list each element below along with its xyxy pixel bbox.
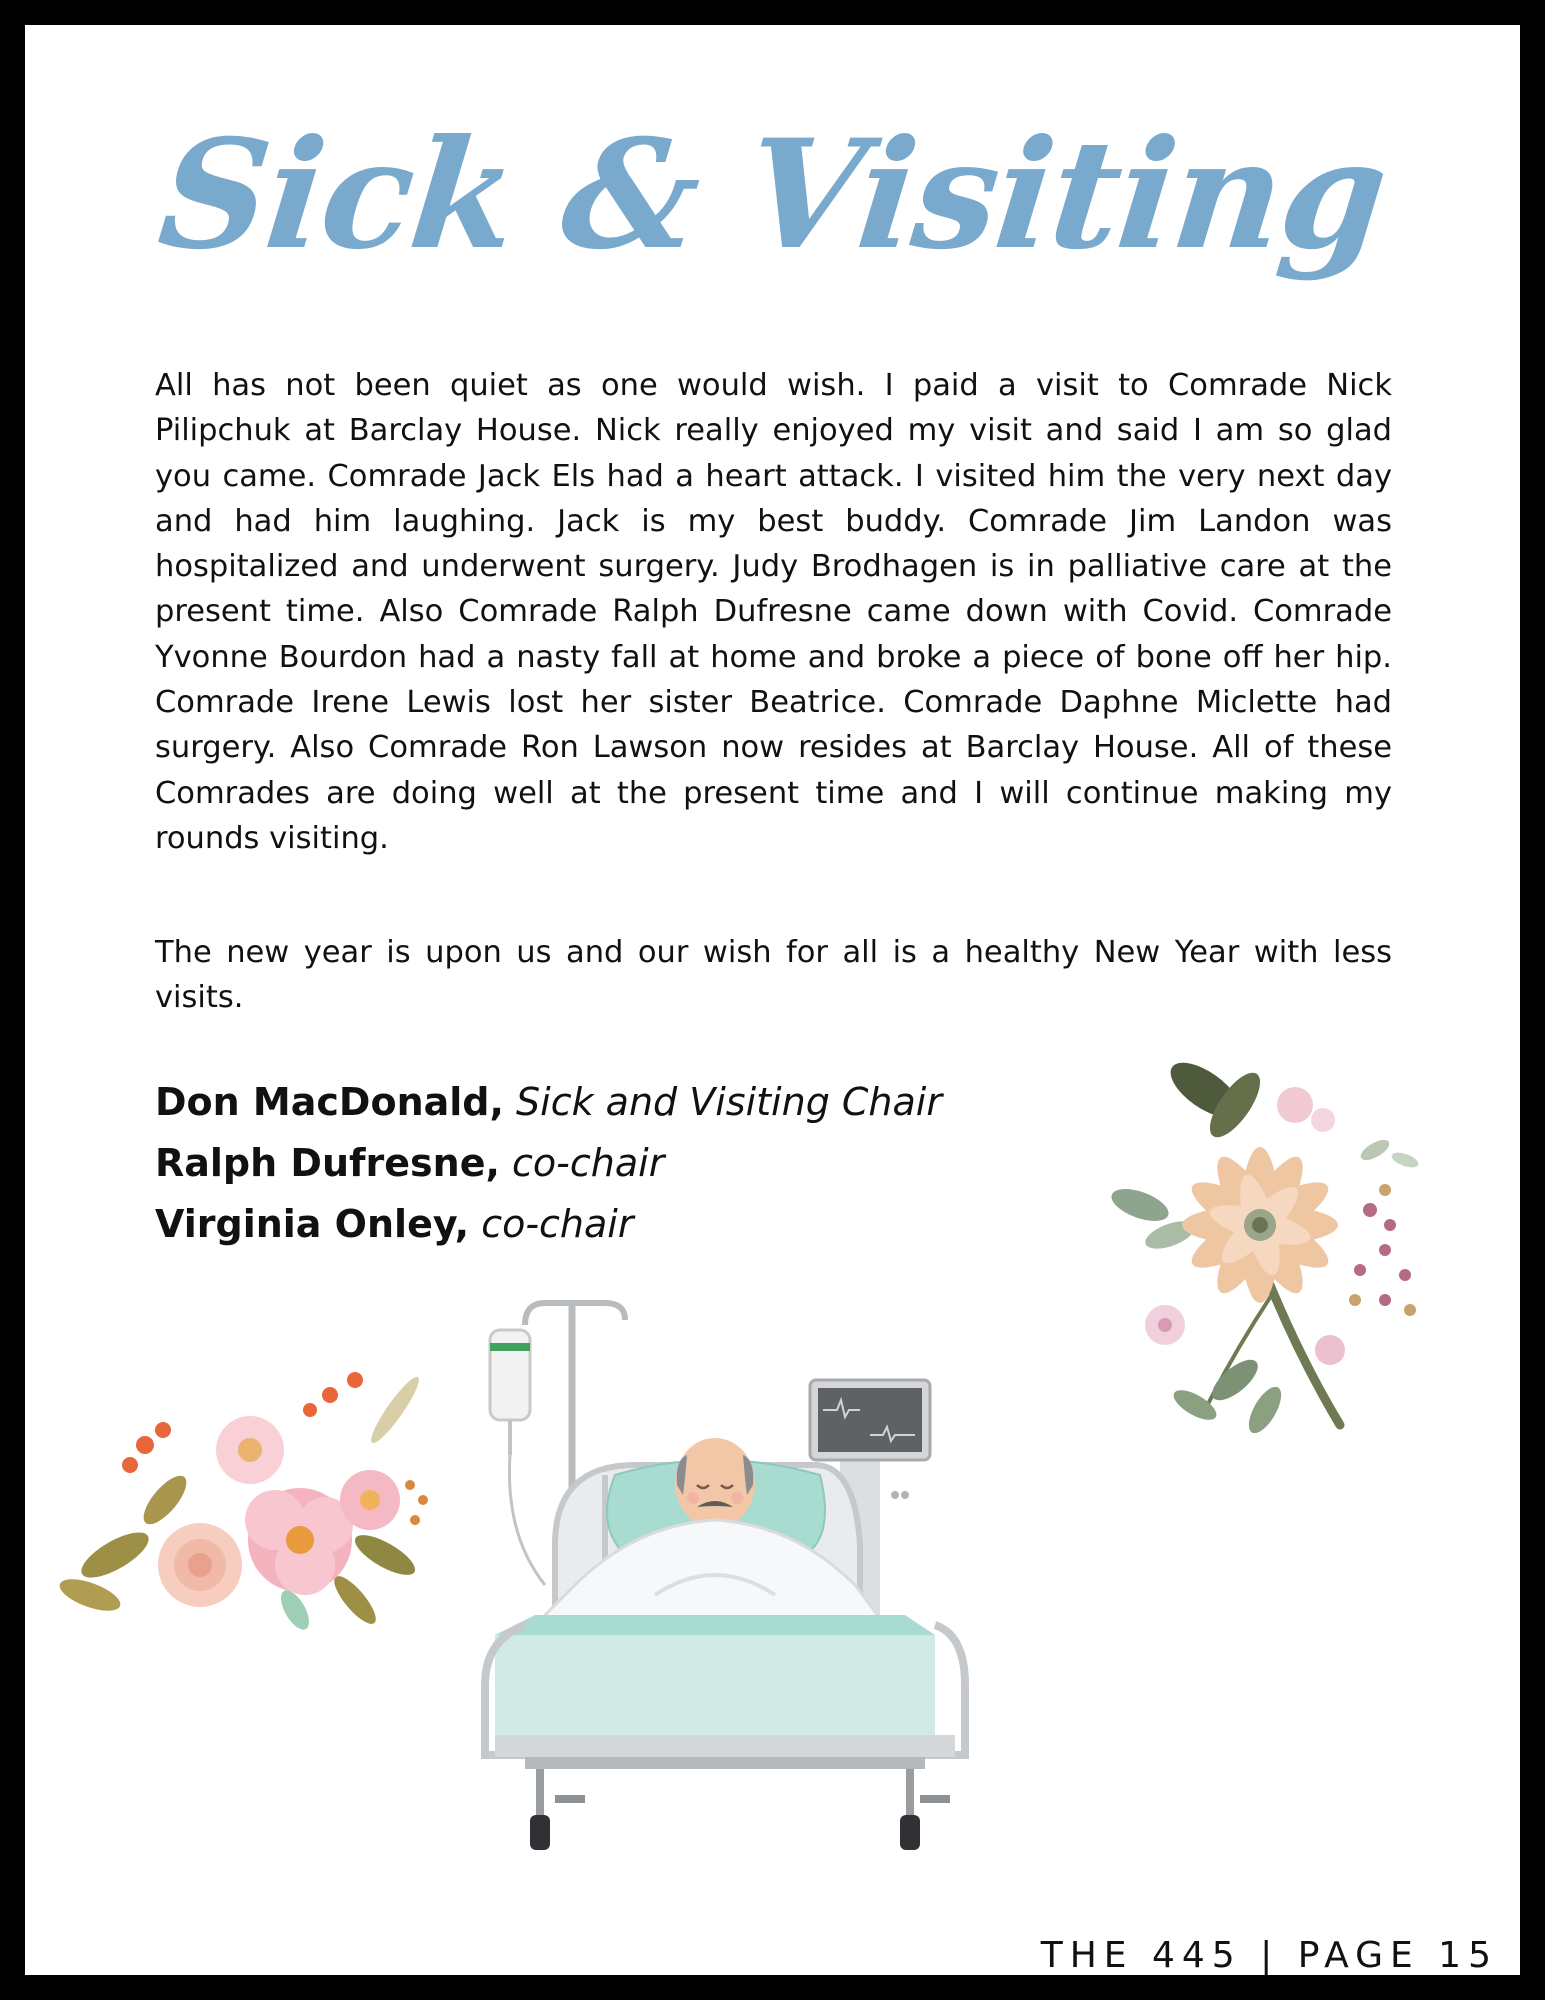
body-paragraph-1: All has not been quiet as one would wish. I paid a visit to Comrade Nick Pilipchuk at Barclay House. Nick really enjoyed my visit and said I am so glad you came. Comrade Jack Els had a heart attack. I visited him the very next day and had him laughing. Jack is my best buddy. Comrade Jim Landon was hospitalized and underwent surgery. Judy Brodhagen is in palliative care at the present time. Also Comrade Ralph Dufresne came down with Covid. Comrade Yvonne Bourdon had a nasty fall at home and broke a piece of bone off her hip. Comrade Irene Lewis lost her sister Beatrice. Comrade Daphne Miclette had surgery. Also Comrade Ron Lawson now resides at Barclay House. All of these Comrades are doing well at the present time and I will continue making my rounds visiting.: [155, 368, 1392, 856]
signature-name: Virginia Onley,: [155, 1202, 470, 1246]
page-title: Sick & Visiting: [151, 107, 1394, 283]
signature-name: Ralph Dufresne,: [155, 1141, 500, 1185]
flower-bouquet-left-icon: [55, 1350, 465, 1650]
body-paragraph-2: The new year is upon us and our wish for all is a healthy New Year with less visits.: [155, 935, 1392, 1016]
signature-role: Sick and Visiting Chair: [516, 1080, 942, 1124]
newsletter-page: [25, 25, 1520, 1975]
signature-line: [155, 1072, 1055, 1133]
signature-line: [155, 1194, 1055, 1255]
page-footer: THE 445 | PAGE 15: [1040, 1935, 1498, 1975]
signature-role: co-chair: [512, 1141, 665, 1185]
signature-line: [155, 1133, 1055, 1194]
signature-role: co-chair: [481, 1202, 634, 1246]
signature-block: [155, 1072, 1055, 1255]
hospital-bed-illustration: [465, 1295, 1105, 1855]
signature-name: Don MacDonald,: [155, 1080, 504, 1124]
flower-bouquet-right-icon: [1085, 1050, 1465, 1470]
patient-icon: [675, 1438, 755, 1528]
